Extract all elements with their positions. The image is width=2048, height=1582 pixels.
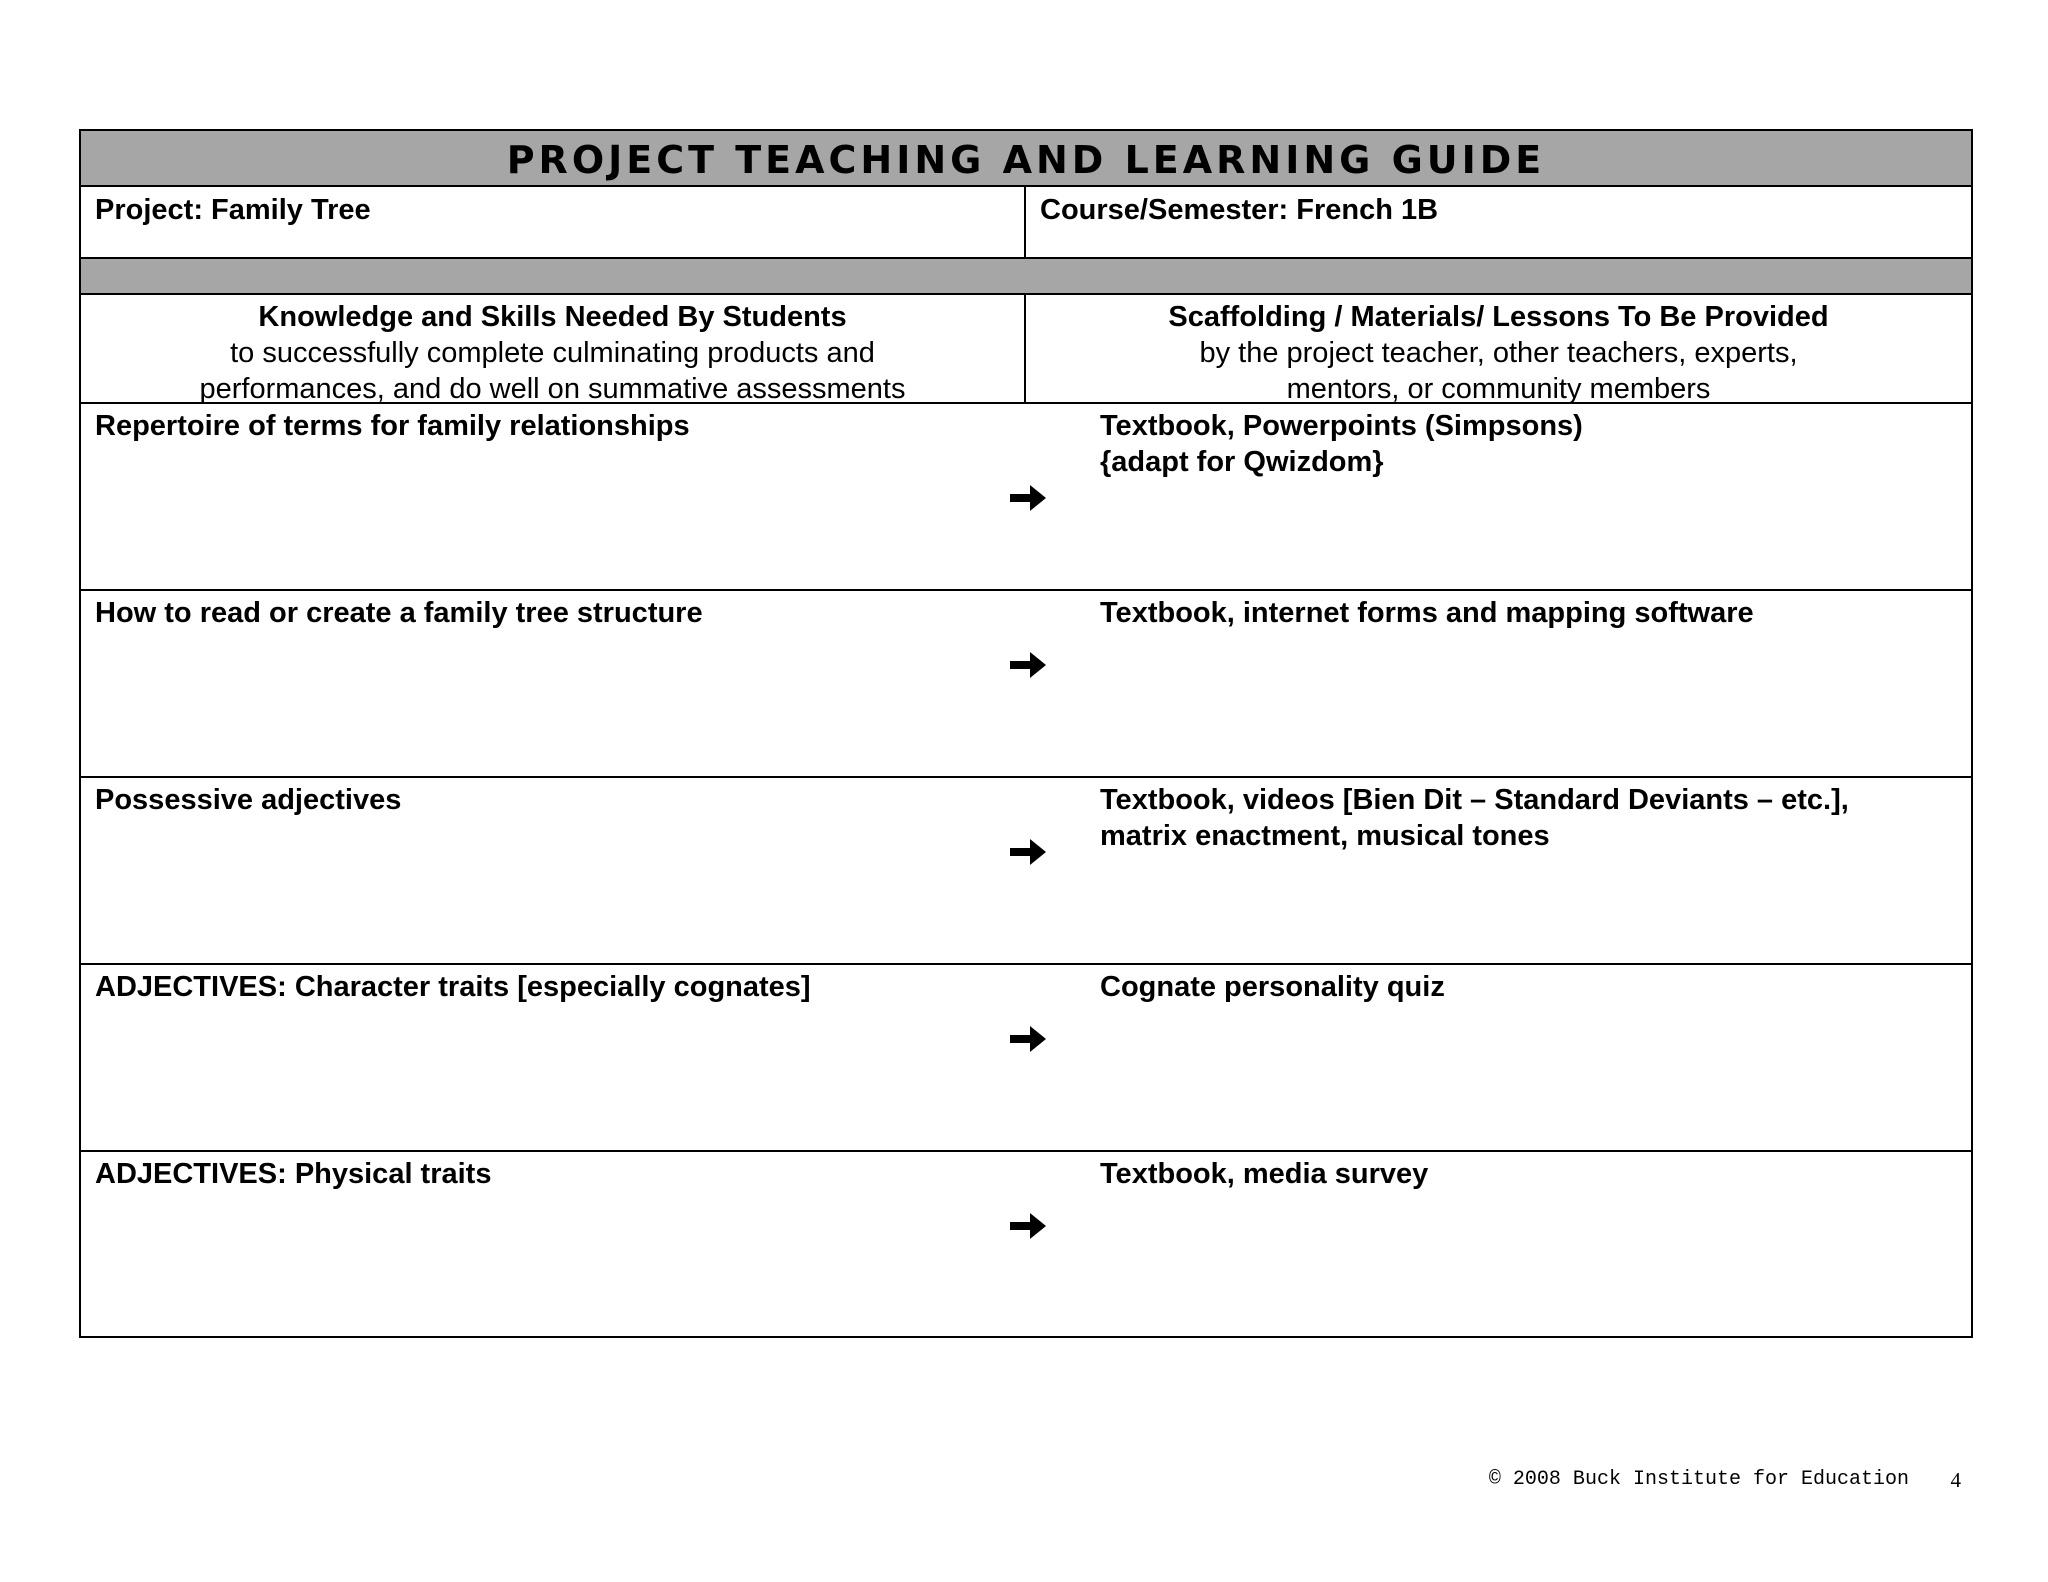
table-row [81,778,1971,965]
scaffolding-header-line1: by the project teacher, other teachers, experts, [1199,337,1798,369]
scaffolding-header-title: Scaffolding / Materials/ Lessons To Be Provided [1168,301,1829,333]
table-row [81,1152,1971,1336]
teaching-guide-table [79,129,1973,1338]
knowledge-header-line2: performances, and do well on summative assessments [199,373,906,405]
knowledge-cell: ADJECTIVES: Physical traits [95,1158,492,1190]
page-number: 4 [1950,1468,1961,1492]
scaffold-line: Textbook, media survey [1100,1158,1429,1190]
scaffold-cell [1100,595,1950,631]
guide-title: PROJECT TEACHING AND LEARNING GUIDE [81,131,1971,187]
project-name: Project: Family Tree [81,187,1026,257]
right-arrow-icon [1006,834,1050,870]
copyright-notice: © 2008 Buck Institute for Education [1488,1468,1909,1491]
scaffolding-header [1026,295,1971,405]
scaffolding-header-line2: mentors, or community members [1286,373,1711,405]
scaffold-cell [1100,408,1950,480]
scaffold-line: Textbook, videos [Bien Dit – Standard Deviants – etc.], [1100,784,1849,816]
scaffold-line: Cognate personality quiz [1100,971,1445,1003]
table-row [81,591,1971,778]
column-headers [81,295,1971,404]
knowledge-cell: How to read or create a family tree structure [95,597,703,629]
scaffold-cell [1100,969,1950,1005]
right-arrow-icon [1006,647,1050,683]
scaffold-cell [1100,1156,1950,1192]
right-arrow-icon [1006,480,1050,516]
knowledge-header-line1: to successfully complete culminating products and [230,337,875,369]
right-arrow-icon [1006,1021,1050,1057]
knowledge-cell: Repertoire of terms for family relationships [95,410,690,442]
knowledge-cell: ADJECTIVES: Character traits [especially cognates] [95,971,811,1003]
scaffold-line: Textbook, internet forms and mapping software [1100,597,1754,629]
project-info-row [81,187,1971,259]
course-semester: Course/Semester: French 1B [1040,194,1439,226]
table-row [81,965,1971,1152]
separator-bar [81,259,1971,295]
right-arrow-icon [1006,1208,1050,1244]
scaffold-line: matrix enactment, musical tones [1100,820,1550,852]
knowledge-header [81,295,1026,405]
knowledge-cell: Possessive adjectives [95,784,402,816]
scaffold-line: Textbook, Powerpoints (Simpsons) [1100,410,1583,442]
scaffold-cell [1100,782,1950,854]
scaffold-line: {adapt for Qwizdom} [1100,446,1384,478]
table-row [81,404,1971,591]
knowledge-header-title: Knowledge and Skills Needed By Students [258,301,847,333]
